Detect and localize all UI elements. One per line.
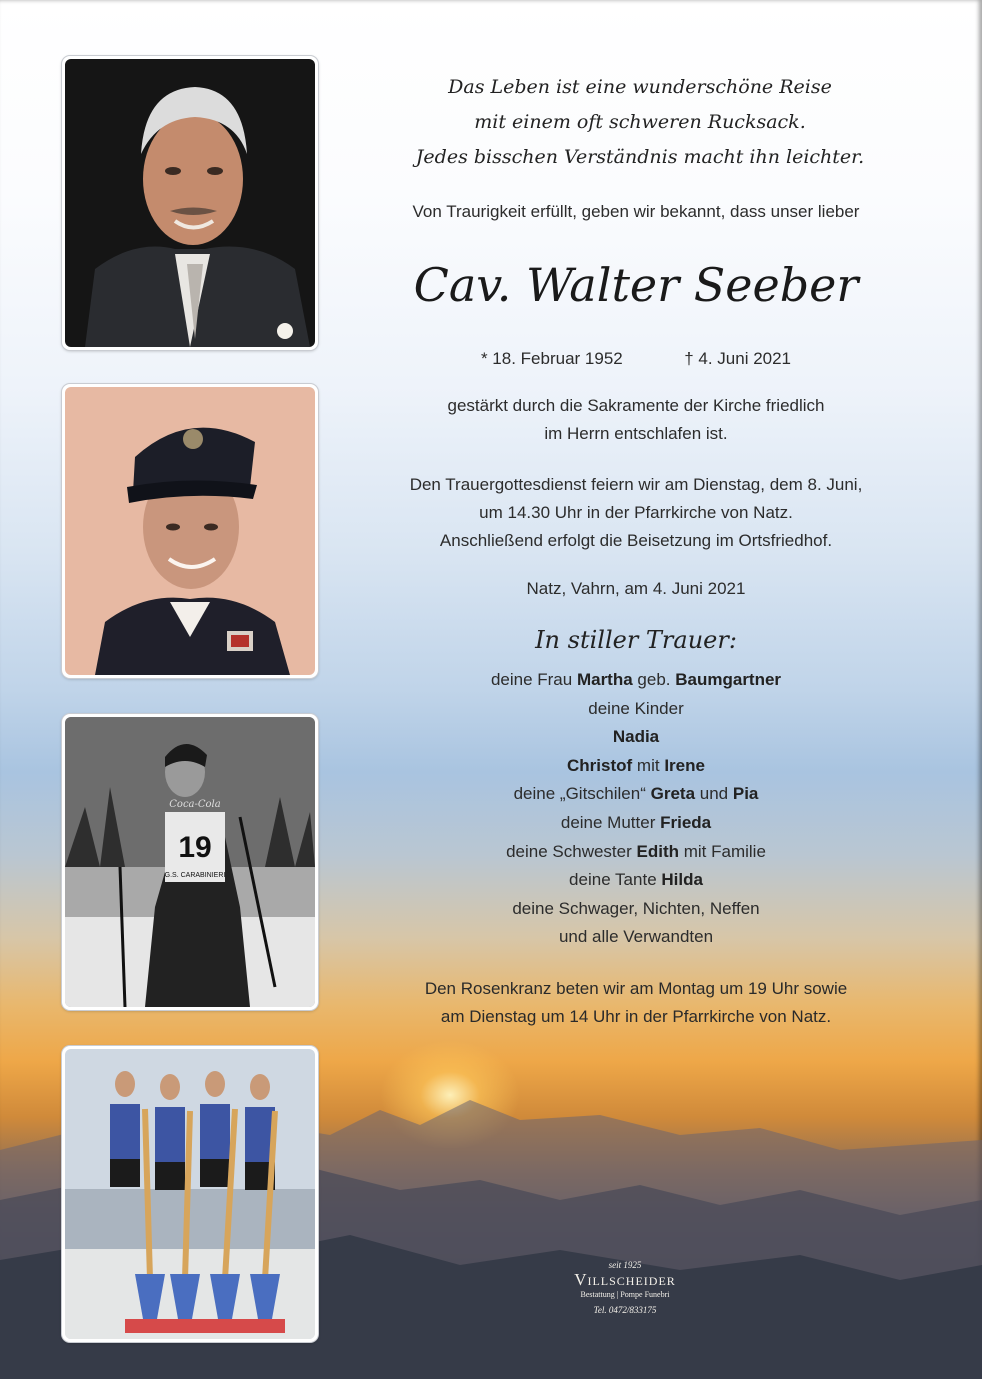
mourner-sister: deine Schwester Edith mit Familie: [506, 841, 766, 861]
deceased-name: Cav. Walter Seeber: [413, 258, 859, 312]
mourner-children-label: deine Kinder: [588, 698, 684, 718]
rosary-text: [380, 975, 892, 1031]
mourner-child-1: Nadia: [612, 727, 660, 747]
logo-since: seit 1925: [608, 1260, 642, 1270]
bib-number: 19: [178, 831, 212, 864]
dates-row: [380, 345, 892, 373]
service-line-3: Anschließend erfolgt die Beisetzung im Ortsfriedhof.: [439, 531, 833, 550]
death-date: † 4. Juni 2021: [684, 349, 792, 368]
logo-brand: Villscheider: [574, 1270, 676, 1289]
service-text: [380, 471, 892, 555]
skier-image: [65, 717, 315, 1007]
rowers-image: [65, 1049, 315, 1339]
photo-portrait: [62, 56, 318, 350]
passing-text: [380, 392, 892, 448]
jersey-sponsor: Coca-Cola: [169, 799, 221, 810]
mourning-heading: In stiller Trauer:: [535, 626, 737, 654]
birth-date: * 18. Februar 1952: [480, 349, 623, 368]
photo-rowers: [62, 1046, 318, 1342]
bib-club: G.S. CARABINIERI: [164, 872, 226, 879]
mourner-mother: deine Mutter Frieda: [560, 812, 712, 832]
mourner-wife: deine Frau Martha geb. Baumgartner: [490, 670, 782, 689]
mourner-child-2: Christof mit Irene: [567, 755, 705, 775]
funeral-home-logo: [540, 1260, 710, 1315]
mourner-grandchildren: deine „Gitschilen“ Greta und Pia: [513, 784, 759, 804]
rosary-line-1: Den Rosenkranz beten wir am Montag um 19 Uhr sowie: [424, 979, 848, 998]
portrait-image: [65, 59, 315, 347]
logo-phone: Tel. 0472/833175: [593, 1305, 657, 1315]
uniform-image: [65, 387, 315, 675]
service-line-2: um 14.30 Uhr in der Pfarrkirche von Natz.: [479, 503, 793, 522]
mourner-others-2: und alle Verwandten: [558, 927, 714, 947]
mourners-list: [380, 666, 892, 952]
passing-line-2: im Herrn entschlafen ist.: [544, 424, 728, 443]
mourner-aunt: deine Tante Hilda: [569, 870, 703, 890]
service-line-1: Den Trauergottesdienst feiern wir am Dienstag, dem 8. Juni,: [409, 475, 863, 494]
quote-line-3: Jedes bisschen Verständnis macht ihn leichter.: [415, 146, 865, 168]
quote-line-2: mit einem oft schweren Rucksack.: [474, 111, 806, 133]
place-date: Natz, Vahrn, am 4. Juni 2021: [526, 579, 746, 598]
mourner-others-1: deine Schwager, Nichten, Neffen: [512, 898, 760, 918]
rosary-line-2: am Dienstag um 14 Uhr in der Pfarrkirche von Natz.: [440, 1007, 832, 1026]
photo-uniform: [62, 384, 318, 678]
logo-sub: Bestattung | Pompe Funebri: [580, 1290, 670, 1299]
passing-line-1: gestärkt durch die Sakramente der Kirche friedlich: [447, 396, 825, 415]
quote-line-1: Das Leben ist eine wunderschöne Reise: [448, 76, 832, 98]
photo-skier: [62, 714, 318, 1010]
intro-text: Von Traurigkeit erfüllt, geben wir bekannt, dass unser lieber: [412, 202, 860, 221]
quote-block: [400, 70, 880, 175]
